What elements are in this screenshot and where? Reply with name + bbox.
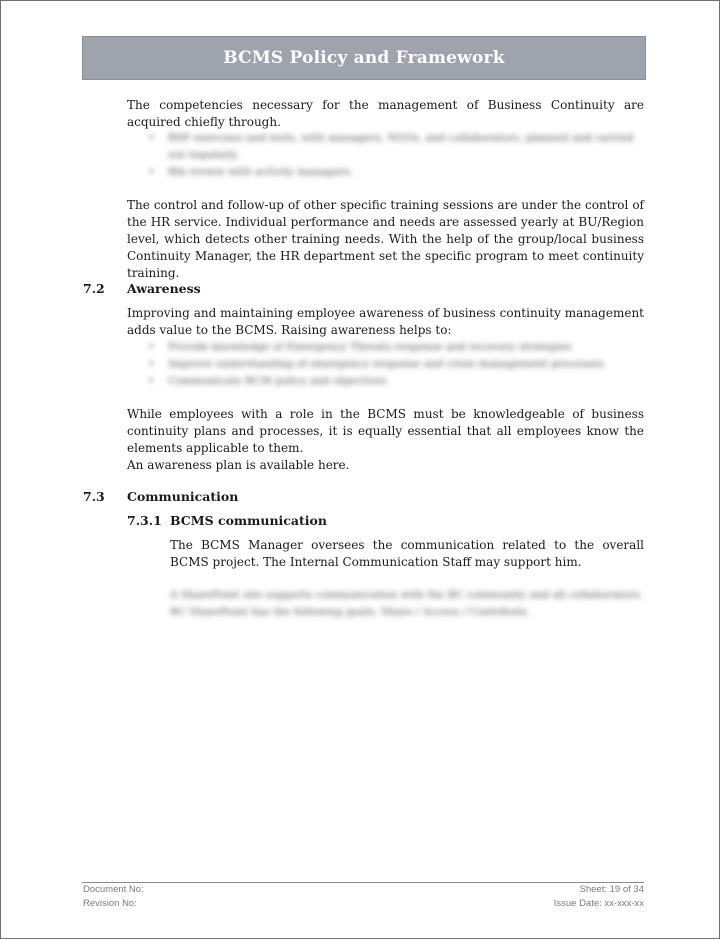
footer-sheet: Sheet: 19 of 34: [579, 884, 644, 895]
section-7-2-title: Awareness: [127, 281, 201, 296]
footer-issue-date: Issue Date: xx-xxx-xx: [553, 898, 644, 909]
intro-paragraph: The competencies necessary for the management of Business Continuity are acquired chiefly through.: [127, 98, 644, 129]
blurred-list-item: • Bib review with activity managers.: [146, 164, 644, 181]
awareness-blurred-list: [146, 339, 644, 390]
awareness-paragraph-2: While employees with a role in the BCMS must be knowledgeable of business continuity plans and processes, it is equally essential that all employees know the elements applicable to them.: [127, 407, 644, 455]
section-7-2-number: 7.2: [83, 281, 105, 296]
awareness-plan-paragraph: An awareness plan is available here.: [127, 458, 350, 472]
training-paragraph: The control and follow-up of other specific training sessions are under the control of the HR service. Individual performance and needs are assessed yearly at BU/Region level, which detects other training needs. With the help of the group/local business Continuity Manager, the HR department set the specific program to meet continuity training.: [127, 198, 644, 280]
section-7-3-number: 7.3: [83, 489, 105, 504]
footer-revision-no: Revision No:: [83, 898, 137, 909]
page-header: [82, 36, 646, 80]
section-7-3-title: Communication: [127, 489, 239, 504]
section-7-3-1-number: 7.3.1: [127, 513, 162, 528]
blurred-list-item: • Provide knowledge of Emergency Threats response and recovery strategies: [146, 339, 644, 356]
intro-blurred-list: [146, 130, 644, 181]
footer-document-no: Document No:: [83, 884, 144, 895]
page-title: BCMS Policy and Framework: [223, 48, 505, 68]
communication-paragraph: The BCMS Manager oversees the communication related to the overall BCMS project. The Internal Communication Staff may support him.: [170, 538, 644, 569]
blurred-list-item: • BSP exercises and tests, with managers, NGOs, and collaborators, planned and carried out regularly.: [146, 130, 644, 164]
blurred-list-item: • Communicate BCM policy and objectives: [146, 373, 644, 390]
section-7-3-1-title: BCMS communication: [170, 513, 327, 528]
awareness-paragraph: Improving and maintaining employee awareness of business continuity management adds value to the BCMS. Raising awareness helps to:: [127, 306, 644, 337]
communication-blurred-paragraph: A SharePoint site supports communication with the BC community and all collaborators. BC SharePoint has the following goals: Share / Access / Contribute.: [170, 589, 643, 618]
blurred-list-item: • Improve understanding of emergency response and crisis management processes: [146, 356, 644, 373]
